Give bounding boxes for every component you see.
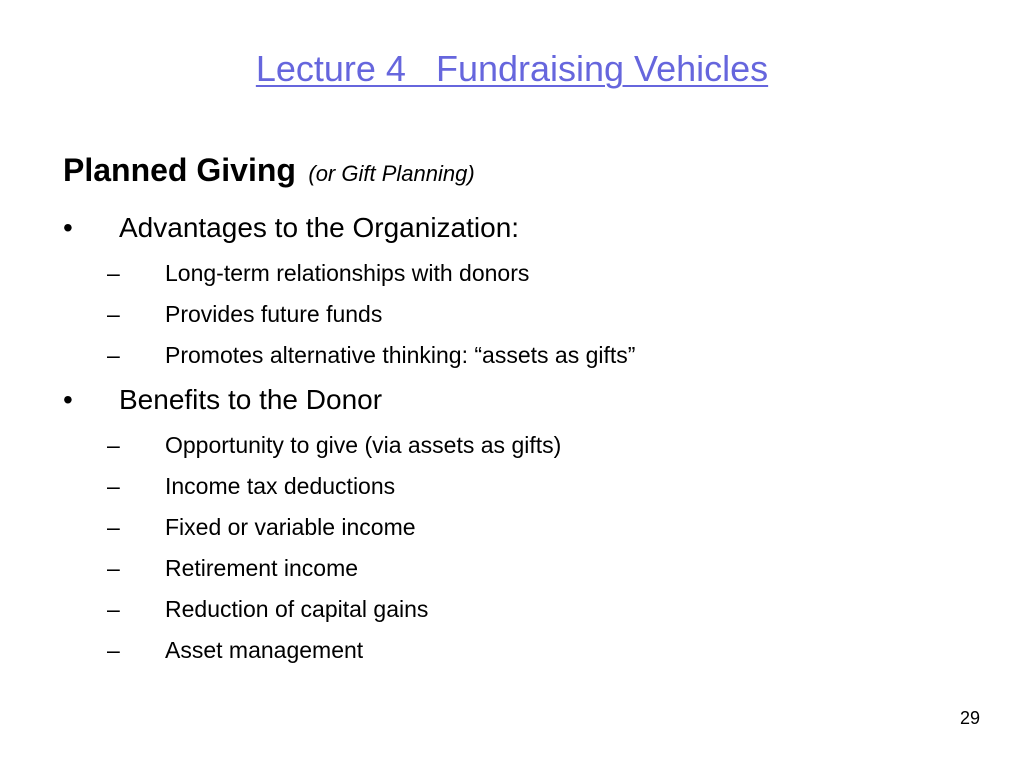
dash-marker: – bbox=[107, 260, 120, 286]
list-item-text: Promotes alternative thinking: “assets as gifts” bbox=[165, 342, 636, 368]
list-item-text: Opportunity to give (via assets as gifts) bbox=[165, 432, 562, 458]
page-number: 29 bbox=[959, 708, 980, 728]
heading-main: Planned Giving bbox=[63, 152, 296, 188]
bullet-label: Advantages to the Organization: bbox=[119, 212, 520, 243]
list-item-text: Retirement income bbox=[165, 555, 359, 581]
dash-marker: – bbox=[107, 555, 120, 581]
slide-title: Lecture 4 Fundraising Vehicles bbox=[255, 48, 769, 89]
list-item-text: Reduction of capital gains bbox=[165, 596, 429, 622]
list-item-text: Long-term relationships with donors bbox=[165, 260, 530, 286]
list-item-text: Income tax deductions bbox=[165, 473, 396, 499]
dash-marker: – bbox=[107, 473, 120, 499]
bullet-marker: • bbox=[63, 384, 73, 415]
dash-marker: – bbox=[107, 301, 120, 327]
heading-subtitle: (or Gift Planning) bbox=[308, 161, 475, 186]
bullet-label: Benefits to the Donor bbox=[119, 384, 383, 415]
list-item-text: Fixed or variable income bbox=[165, 514, 416, 540]
section-heading bbox=[63, 152, 475, 189]
list-item-text: Asset management bbox=[165, 637, 364, 663]
dash-marker: – bbox=[107, 514, 120, 540]
dash-marker: – bbox=[107, 432, 120, 458]
dash-marker: – bbox=[107, 342, 120, 368]
list-item-text: Provides future funds bbox=[165, 301, 383, 327]
dash-marker: – bbox=[107, 637, 120, 663]
dash-marker: – bbox=[107, 596, 120, 622]
bullet-marker: • bbox=[63, 212, 73, 243]
